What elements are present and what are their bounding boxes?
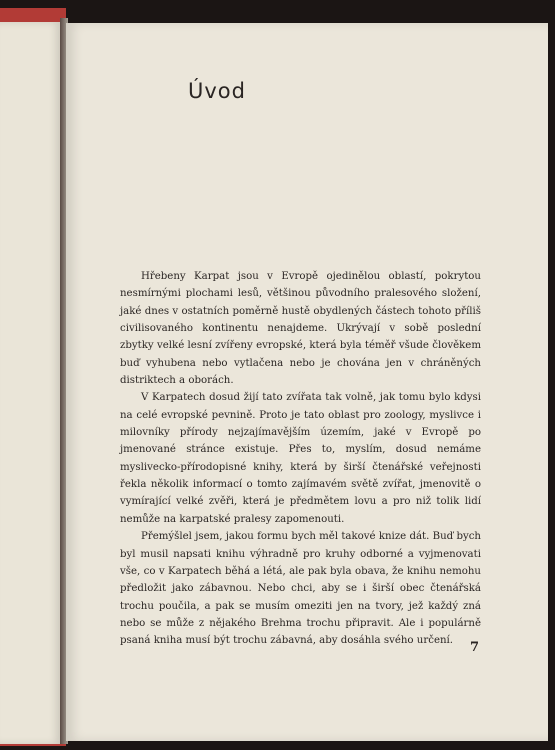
previous-page xyxy=(0,22,62,744)
page-number: 7 xyxy=(470,640,480,655)
paragraph-1: Hřebeny Karpat jsou v Evropě ojedinělou oblastí, pokrytou nesmírnými plochami lesů, většinou původního pralesového složení, jaké dnes v ostatních poměrně hustě obydlených částech tohoto příliš civilisovaného kontinentu nenajdeme. Ukrývají v sobě poslední zbytky velké lesní zvířeny evropské, která byla téměř všude člověkem buď vyhubena nebo vytlačena nebo je chována jen v chráněných distriktech a oborách. xyxy=(120,271,481,387)
paragraph-2: V Karpatech dosud žijí tato zvířata tak volně, jak tomu bylo kdysi na celé evropské pevnině. Proto je tato oblast pro zoology, myslivce i milovníky přírody nejzajímavějším územím, jaké v Evropě po jmenované stránce existuje. Přes to, myslím, dosud nemáme myslivecko-přírodopisné knihy, která by širší čtenářské veřejnosti řekla několik informací o tomto zajímavém světě zvířat, jmenovitě o vymírající velké zvěři, která je předmětem lovu a pro niž tolik lidí nemůže na karpatské pralesy zapomenouti. xyxy=(120,392,481,525)
body-text xyxy=(120,268,481,650)
paragraph-3: Přemýšlel jsem, jakou formu bych měl takové knize dát. Buď bych byl musil napsati knihu výhradně pro kruhy odborné a vyjmenovati vše, co v Karpatech běhá a létá, ale pak byla obava, že knihu nemohu předložit jako zábavnou. Nebo chci, aby se i širší obec čtenářská trochu poučila, a pak se musím omeziti jen na tvory, jež každý zná nebo se může z nějakého Brehma trochu připravit. Ale i populárně psaná kniha musí být trochu zábavná, aby dosáhla svého určení. xyxy=(120,531,481,647)
page-title: Úvod xyxy=(188,79,246,103)
